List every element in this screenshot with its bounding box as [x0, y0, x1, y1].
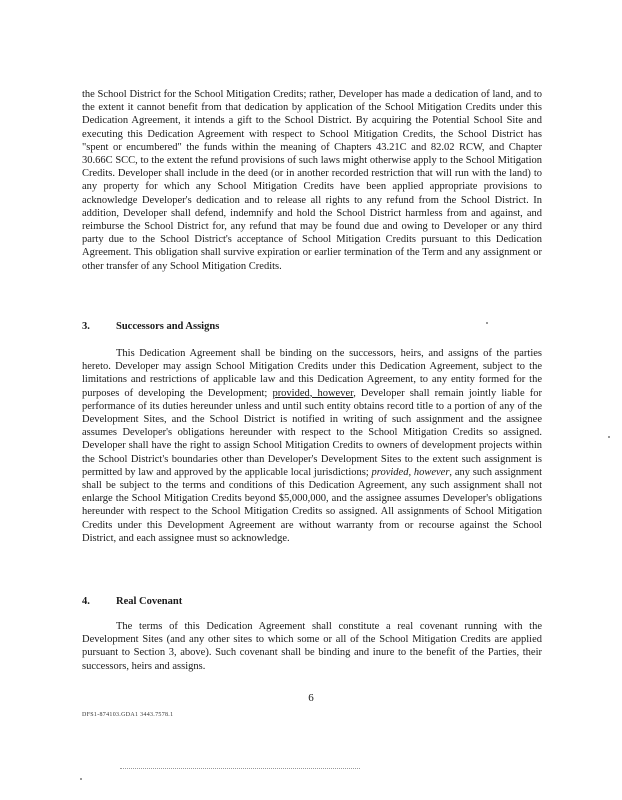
paragraph-text: , Developer shall remain jointly liable for performance of its duties hereunder unless and until such entity obtains record title to a portion of any of the Development Sites, and the School District is notified in writing of such assignment and the assignee assumes Developer's obligations hereunder with respect to the School Mitigation Credits so assigned. Developer shall have the right to assign School Mitigation Credits to owners of development projects within the School District's boundaries other than Developer's Development Sites to the extent such assignment is permitted by law and approved by the applicable local jurisdictions; [82, 387, 542, 478]
section-heading-successors [82, 321, 219, 332]
paragraph-real-covenant [82, 620, 542, 673]
paragraph-dedication-continuation [82, 88, 542, 273]
paragraph-text: The terms of this Dedication Agreement shall constitute a real covenant running with the Development Sites (and any other sites to which some or all of the School Mitigation Credits are applied pursuant to Section 3, above). Such covenant shall be binding and inure to the benefit of the Parties, their successors, heirs and assigns. [82, 621, 542, 672]
paragraph-text: the School District for the School Mitigation Credits; rather, Developer has made a dedication of land, and to the extent it cannot benefit from that dedication by application of the School Mitigation Credits under this Dedication Agreement, it intends a gift to the School District. By acquiring the Potential School Site and executing this Dedication Agreement with respect to School Mitigation Credits, the School District has "spent or encumbered" the funds within the meaning of Chapters 43.21C and 82.02 RCW, and Chapter 30.66C SCC, to the extent the refund provisions of such laws might otherwise apply to the School Mitigation Credits. Developer shall include in the deed (or in another recorded restriction that will run with the land) to any property for which any School Mitigation Credits have been applied appropriate provisions to acknowledge Developer's dedication and to release all rights to any refund from the School District. In addition, Developer shall defend, indemnify and hold the School District harmless from and against, and reimburse the School District for, any refund that may be found due and owing to Developer or any third party due to the School District's acceptance of School Mitigation Credits pursuant to this Dedication Agreement. This obligation shall survive expiration or earlier termination of the Term and any assignment or other transfer of any School Mitigation Credits. [82, 89, 542, 272]
scan-speck [80, 778, 82, 780]
section-title: Successors and Assigns [116, 321, 220, 332]
section-number: 3. [82, 321, 90, 332]
italic-proviso: provided, however [371, 466, 450, 478]
paragraph-successors-and-assigns [82, 347, 542, 545]
section-title: Real Covenant [116, 596, 183, 607]
page-number: 6 [308, 692, 314, 704]
scan-speck [486, 322, 488, 324]
document-id: DFS1-874103.GDA1 3443.7578.1 [82, 712, 174, 718]
scan-artifact-line [120, 768, 360, 770]
paragraph-text: This Dedication Agreement shall be binding on the successors, heirs, and assigns of the parties hereto. Developer may assign School Mitigation Credits under this Dedication Agreement, subject to the limitations and restrictions of applicable law and this Dedication Agreement, to any entity formed for the purposes of developing the Development; [82, 348, 542, 399]
underlined-proviso: provided, however [272, 387, 354, 399]
scan-speck [608, 436, 610, 438]
section-heading-real-covenant [82, 596, 182, 607]
paragraph-text: , any such assignment shall be subject to the terms and conditions of this Dedication Agreement, any such assignment shall not enlarge the School Mitigation Credits beyond $5,000,000, and the assignee assumes Developer's obligations hereunder with respect to the School Mitigation Credits so assigned. All assignments of School Mitigation Credits under this Development Agreement are without warranty from or recourse against the School District, and each assignee must so acknowledge. [82, 466, 542, 544]
section-number: 4. [82, 596, 90, 607]
